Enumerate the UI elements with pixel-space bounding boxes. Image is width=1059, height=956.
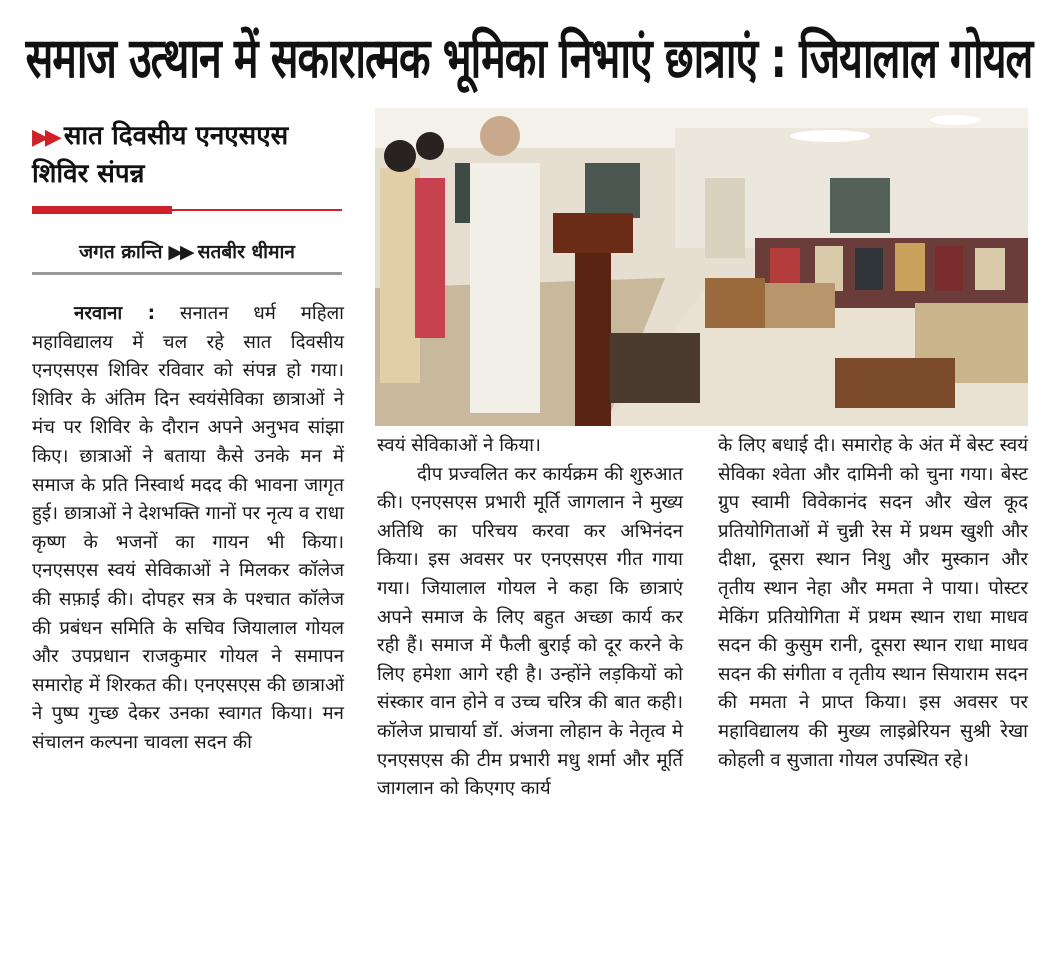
column-2-text: दीप प्रज्वलित कर कार्यक्रम की शुरुआत की। एनएसएस प्रभारी मूर्ति जागलान ने मुख्य अतिथि का परिचय करवा कर अभिनंदन किया। इस अवसर पर एनएसएस गीत गाया गया। जियालाल गोयल ने कहा कि छात्राएं अपने समाज के लिए बहुत अच्छा कार्य कर रही हैं। समाज में फैली बुराई को दूर करने के लिए हमेशा आगे रही है। उन्होंने लड़कियों को संस्कार वान होने व उच्च चरित्र की बात कही। कॉलेज प्राचार्या डॉ. अंजना लोहान के नेतृत्व मे एनएसएस की टीम प्रभारी मधु शर्मा और मूर्ति जागलान को किएगए कार्य [377,463,683,800]
article-column-3 [718,432,1028,775]
red-divider [32,206,342,212]
red-divider-thick [32,206,172,214]
event-photo-illustration [375,108,1028,426]
subheadline-text: सात दिवसीय एनएसएस शिविर संपन्न [32,121,289,189]
column-3-text: के लिए बधाई दी। समारोह के अंत में बेस्ट स्वयं सेविका श्वेता और दामिनी को चुना गया। बेस्ट ग्रुप स्वामी विवेकानंद सदन और खेल कूद प्रतियोगिताओं में चुन्नी रेस में प्रथम खुशी और दीक्षा, दूसरा स्थान निशु और मुस्कान और तृतीय स्थान नेहा और ममता ने पाया। पोस्टर मेकिंग प्रतियोगिता में प्रथम स्थान राधा माधव सदन की कुसुम रानी, दूसरा स्थान राधा माधव सदन की संगीता व तृतीय स्थान सियाराम सदन की ममता ने प्राप्त किया। इस अवसर पर महाविद्यालय की मुख्य लाइब्रेरियन सुश्री रेखा कोहली व सुजाता गोयल उपस्थित रहे। [718,435,1028,771]
double-arrow-icon: ▶▶ [32,125,58,150]
headline: समाज उत्थान में सकारात्मक भूमिका निभाएं छात्राएं : जियालाल गोयल [25,25,1033,91]
article-column-2 [377,432,683,804]
subheadline [32,118,344,192]
article-column-1 [32,300,344,758]
byline [32,232,342,275]
event-photo [375,108,1028,426]
double-arrow-icon: ▶▶ [168,241,192,263]
column-2-lead: स्वयं सेविकाओं ने किया। [377,435,541,456]
column-1-text: सनातन धर्म महिला महाविद्यालय में चल रहे सात दिवसीय एनएसएस शिविर रविवार को संपन्न हो गया। शिविर के अंतिम दिन स्वयंसेविका छात्राओं ने मंच पर शिविर के दौरान अपने अनुभव सांझा किए। छात्राओं ने बताया कैसे उनके मन में समाज के प्रति निस्वार्थ मदद की भावना जागृत हुई। छात्राओं ने देशभक्ति गानों पर नृत्य व राधा कृष्ण के भजनों का गायन भी किया। एनएसएस स्वयं सेविकाओं ने मिलकर कॉलेज की सफ़ाई की। दोपहर सत्र के पश्चात कॉलेज की प्रबंधन समिति के सचिव जियालाल गोयल और उपप्रधान राजकुमार गोयल ने समापन समारोह में शिरकत की। एनएसएस की छात्राओं ने पुष्प गुच्छ देकर उनका स्वागत किया। मन संचालन कल्पना चावला सदन की [32,303,344,753]
red-divider-thin [172,209,342,211]
dateline: नरवाना : [74,303,156,324]
reporter-name: सतबीर धीमान [197,241,295,263]
publication-name: जगत क्रान्ति [79,241,163,263]
